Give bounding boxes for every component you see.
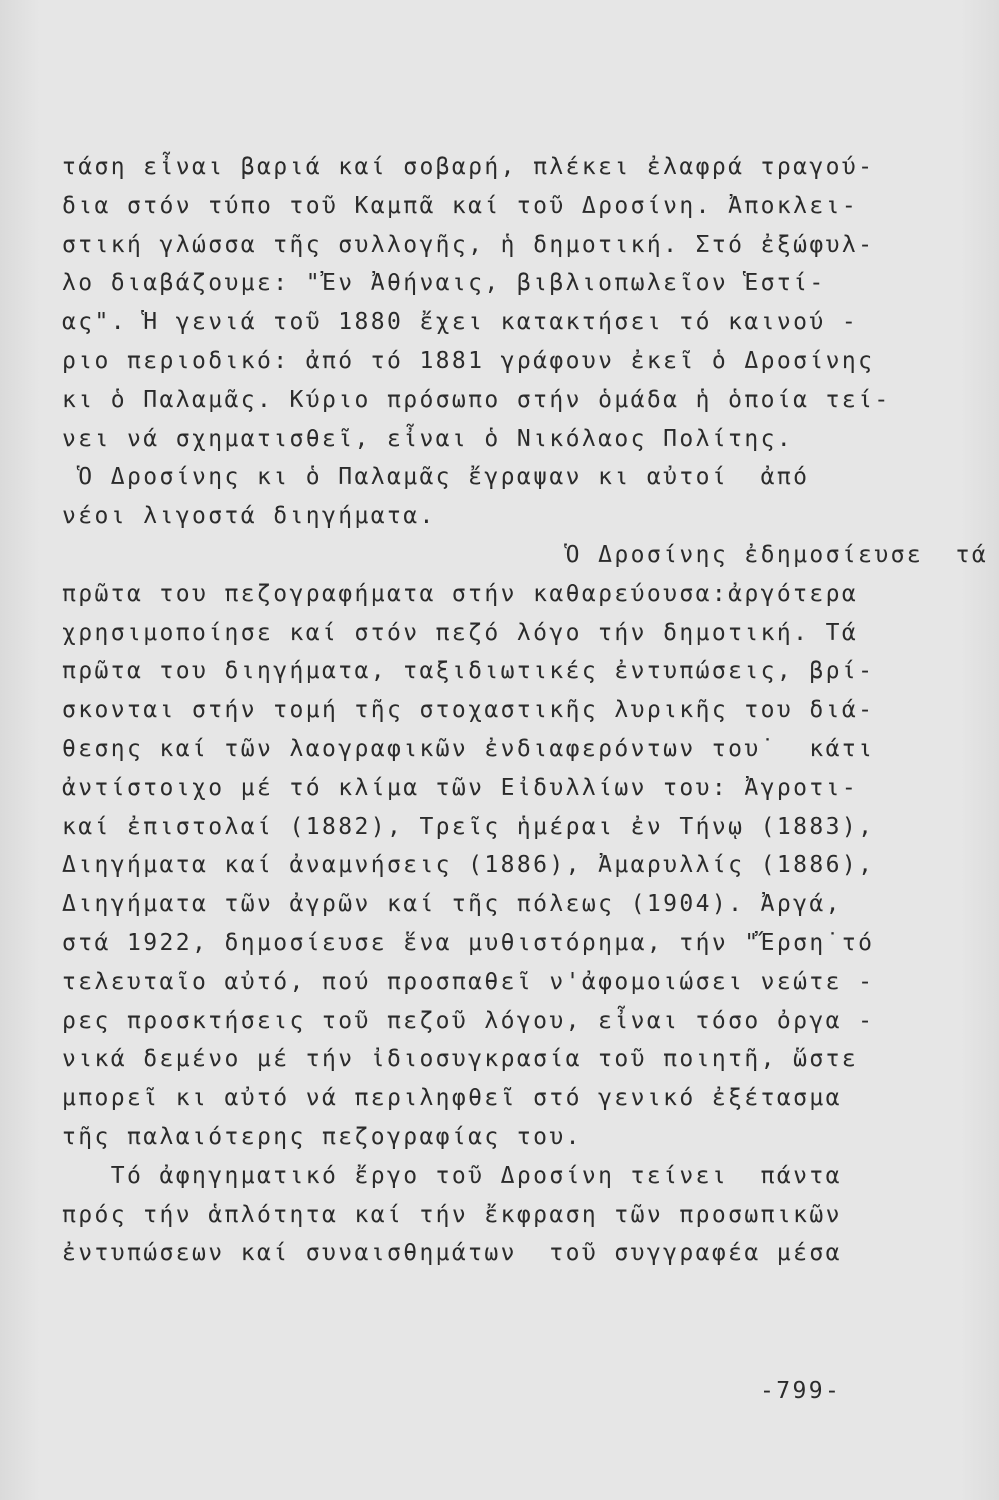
- page-number: -799-: [760, 1378, 842, 1404]
- text-line: Ὁ Δροσίνης κι ὁ Παλαμᾶς ἔγραψαν κι αὐτοί ἀπό: [62, 464, 810, 491]
- text-line: ριο περιοδικό: ἀπό τό 1881 γράφουν ἐκεῖ ὁ Δροσίνης: [62, 347, 875, 374]
- text-line: πρῶτα του πεζογραφήματα στήν καθαρεύουσα:ἀργότερα: [62, 580, 859, 607]
- text-line: νικά δεμένο μέ τήν ἰδιοσυγκρασία τοῦ ποιητῆ, ὥστε: [62, 1046, 859, 1073]
- text-line: ρες προσκτήσεις τοῦ πεζοῦ λόγου, εἶναι τόσο ὀργα -: [62, 1007, 875, 1034]
- body-text: [62, 148, 989, 1273]
- text-line: μπορεῖ κι αὐτό νά περιληφθεῖ στό γενικό ἐξέτασμα: [62, 1085, 842, 1112]
- text-line: θεσης καί τῶν λαογραφικῶν ἐνδιαφερόντων του˙ κάτι: [62, 735, 875, 762]
- text-line: χρησιμοποίησε καί στόν πεζό λόγο τήν δημοτική. Τά: [62, 619, 859, 646]
- text-line: καί ἐπιστολαί (1882), Τρεῖς ἡμέραι ἐν Τήνῳ (1883),: [62, 813, 875, 840]
- text-line: νέοι λιγοστά διηγήματα.: [62, 503, 436, 530]
- text-line: στά 1922, δημοσίευσε ἕνα μυθιστόρημα, τήν "Ἔρση˙τό: [62, 929, 875, 956]
- text-line: Τό ἀφηγηματικό ἔργο τοῦ Δροσίνη τείνει πάντα: [62, 1162, 842, 1189]
- text-line: Διηγήματα τῶν ἀγρῶν καί τῆς πόλεως (1904). Ἀργά,: [62, 891, 842, 918]
- text-line: στική γλώσσα τῆς συλλογῆς, ἡ δημοτική. Στό ἐξώφυλ-: [62, 231, 875, 258]
- text-line: νει νά σχηματισθεῖ, εἶναι ὁ Νικόλαος Πολίτης.: [62, 425, 794, 452]
- text-line: τῆς παλαιότερης πεζογραφίας του.: [62, 1123, 582, 1150]
- text-line: δια στόν τύπο τοῦ Καμπᾶ καί τοῦ Δροσίνη. Ἀποκλει-: [62, 192, 859, 219]
- text-line: πρῶτα του διηγήματα, ταξιδιωτικές ἐντυπώσεις, βρί-: [62, 658, 875, 685]
- text-line: σκονται στήν τομή τῆς στοχαστικῆς λυρικῆς του διά-: [62, 697, 875, 724]
- text-line: πρός τήν ἁπλότητα καί τήν ἔκφραση τῶν προσωπικῶν: [62, 1201, 842, 1228]
- text-line: κι ὁ Παλαμᾶς. Κύριο πρόσωπο στήν ὁμάδα ἡ ὁποία τεί-: [62, 386, 891, 413]
- text-line: λο διαβάζουμε: "Ἐν Ἀθήναις, βιβλιοπωλεῖον Ἑστί-: [62, 270, 826, 297]
- text-line: τελευταῖο αὐτό, πού προσπαθεῖ ν'ἀφομοιώσει νεώτε -: [62, 968, 875, 995]
- text-line: Ὁ Δροσίνης ἐδημοσίευσε τά: [62, 541, 989, 568]
- text-line: τάση εἶναι βαριά καί σοβαρή, πλέκει ἐλαφρά τραγού-: [62, 154, 875, 180]
- text-line: Διηγήματα καί ἀναμνήσεις (1886), Ἀμαρυλλίς (1886),: [62, 852, 875, 879]
- text-line: ας". Ἡ γενιά τοῦ 1880 ἔχει κατακτήσει τό καινού -: [62, 309, 859, 336]
- text-line: ἐντυπώσεων καί συναισθημάτων τοῦ συγγραφέα μέσα: [62, 1240, 842, 1267]
- text-line: ἀντίστοιχο μέ τό κλίμα τῶν Εἰδυλλίων του: Ἀγροτι-: [62, 774, 859, 801]
